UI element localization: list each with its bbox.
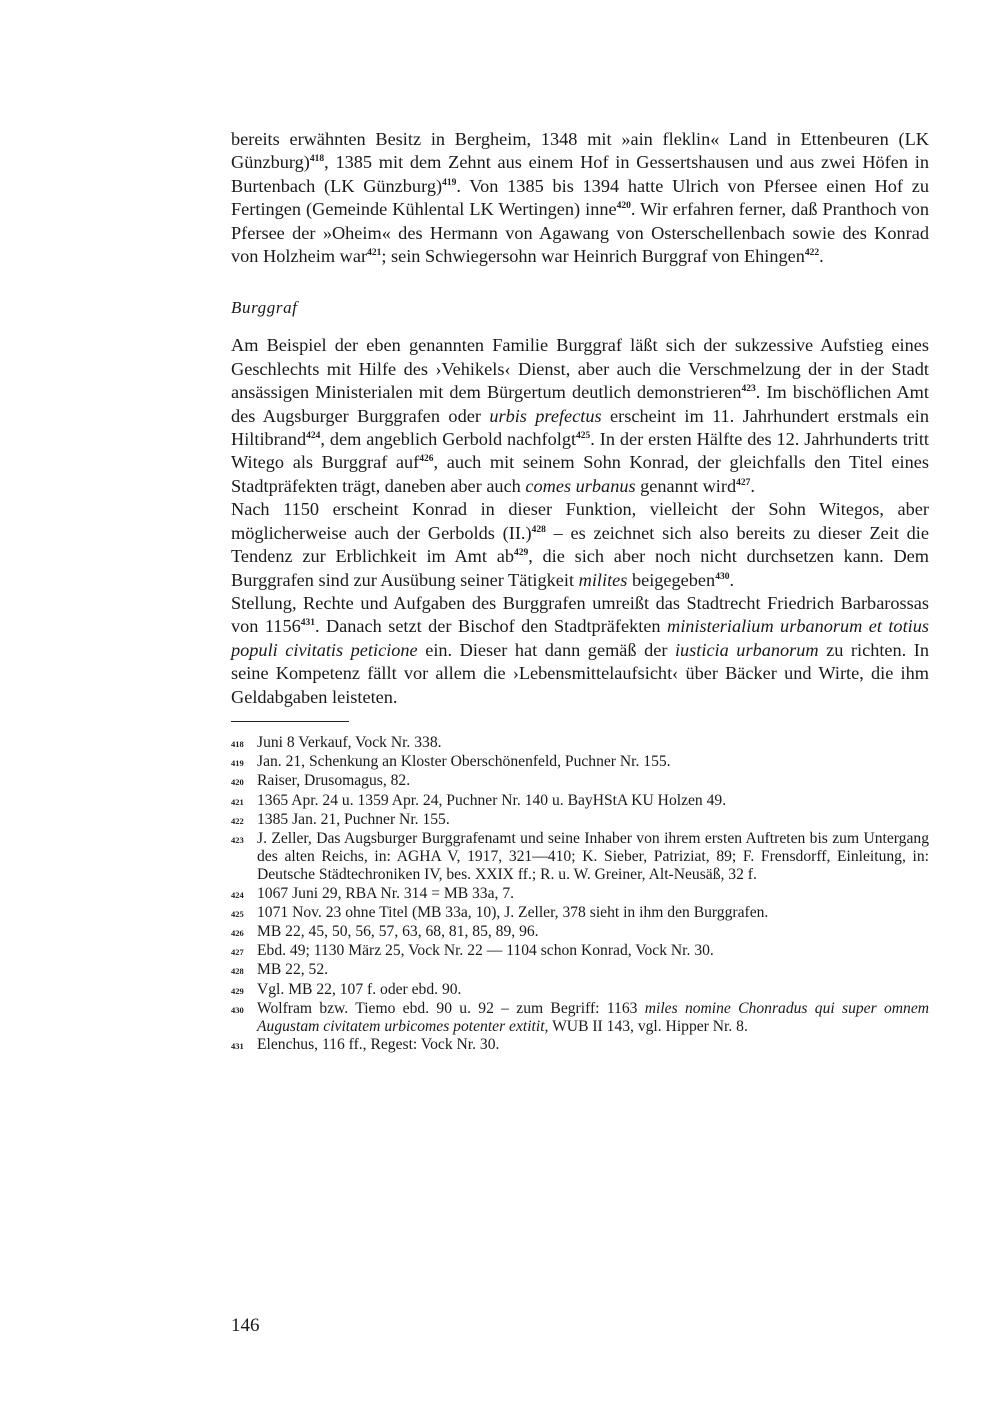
- footnote-ref[interactable]: 418: [309, 154, 325, 165]
- footnote-ref[interactable]: 423: [741, 384, 756, 395]
- footnote-ref[interactable]: 429: [513, 548, 529, 559]
- footnote-ref[interactable]: 425: [576, 431, 591, 442]
- body-paragraph: [231, 334, 929, 709]
- footnote-ref[interactable]: 430: [715, 571, 730, 582]
- footnote: 420 Raiser, Drusomagus, 82.: [231, 772, 411, 790]
- footnote: 422 1385 Jan. 21, Puchner Nr. 155.: [231, 810, 450, 828]
- footnote-ref[interactable]: 422: [804, 248, 820, 259]
- footnote-ref[interactable]: 431: [300, 618, 315, 629]
- page-content: [231, 128, 929, 1055]
- section-heading: Burggraf: [231, 298, 298, 318]
- footnote-ref[interactable]: 427: [736, 477, 751, 488]
- footnote: 430 Wolfram bzw. Tiemo ebd. 90 u. 92 – zum Begriff: 1163 miles nomine Chonradus qui super omnem Augustam civitatem urbicomes potenter extitit, WUB II 143, vgl. Hipper Nr. 8.: [231, 999, 929, 1035]
- footnote-ref[interactable]: 421: [367, 248, 382, 259]
- footnote-ref[interactable]: 419: [442, 177, 457, 188]
- footnote-divider: [231, 721, 349, 722]
- footnote: 427 Ebd. 49; 1130 März 25, Vock Nr. 22 — 1104 schon Konrad, Vock Nr. 30.: [231, 942, 714, 960]
- paragraph-2: Nach 1150 erscheint Konrad in dieser Funktion, vielleicht der Sohn Witegos, aber möglicherweise auch der Gerbolds $(II.)^{428}$ – es zeichnet sich also bereits zu dieser Zeit die Tendenz zur Erblichkeit im Amt $ab^{429}$, die sich aber noch nicht durchsetzen kann. Dem Burggrafen sind zur Ausübung seiner Tätigkeit milites beigegeben$^{430}$.: [231, 499, 929, 590]
- paragraph-3: Stellung, Rechte und Aufgaben des Burggrafen umreißt das Stadtrecht Friedrich Barbarossas von 1156$^{431}$. Danach setzt der Bischof den Stadtpräfekten ministerialium urbanorum et totius populi civitatis peticione ein. Dieser hat dann gemäß der iusticia urbanorum zu richten. In seine Kompetenz fällt vor allem die ›Lebensmittelaufsicht‹ über Bäcker und Wirte, die ihm Geldabgaben leisteten.: [231, 592, 929, 707]
- intro-paragraph: bereits erwähnten Besitz in Bergheim, 1348 mit »ain fleklin« Land in Ettenbeuren (LK Günzburg)$^{418}$, 1385 mit dem Zehnt aus einem Hof in Gessertshausen und aus zwei Höfen in Burtenbach (LK Günzburg)$^{419}$. Von 1385 bis 1394 hatte Ulrich von Pfersee einen Hof zu Fertingen (Gemeinde Kühlental LK Wertingen) inne$^{420}$. Wir erfahren ferner, daß Pranthoch von Pfersee der »Oheim« des Hermann von Agawang von Osterschellenbach sowie des Konrad von Holzheim war$^{421}$; sein Schwiegersohn war Heinrich Burggraf von Ehingen$^{422}$.: [231, 129, 930, 267]
- footnotes: [231, 734, 929, 1055]
- footnote: 431 Elenchus, 116 ff., Regest: Vock Nr. 30.: [231, 1036, 500, 1054]
- page-number: 146: [231, 1315, 260, 1336]
- footnote-ref[interactable]: 420: [616, 201, 631, 212]
- footnote: 424 1067 Juni 29, RBA Nr. 314 = MB 33a, 7.: [231, 884, 515, 902]
- footnote-ref[interactable]: 424: [306, 431, 321, 442]
- footnote: 423 J. Zeller, Das Augsburger Burggrafenamt und seine Inhaber von ihrem ersten Auftreten bis zum Untergang des alten Reichs, in: AGHA V, 1917, 321—410; K. Sieber, Patriziat, 89; F. Frensdorff, Einleitung, in: Deutsche Städtechroniken IV, bes. XXIX ff.; R. u. W. Greiner, Alt-Neusäß, 32 f.: [231, 829, 929, 884]
- footnote: 429 Vgl. MB 22, 107 f. oder ebd. 90.: [231, 980, 462, 998]
- footnote: 419 Jan. 21, Schenkung an Kloster Oberschönenfeld, Puchner Nr. 155.: [231, 753, 671, 771]
- paragraph-1: Am Beispiel der eben genannten Familie Burggraf läßt sich der sukzessive Aufstieg eines Geschlechts mit Hilfe des ›Vehikels‹ Dienst, aber auch die Verschmelzung der in der Stadt ansässigen Ministerialen mit dem Bürgertum deutlich demonstrieren$^{423}$. Im bischöflichen Amt des Augsburger Burggrafen oder urbis prefectus erscheint im 11. Jahrhundert erstmals ein Hiltibrand$^{424}$, dem angeblich Gerbold nachfolgt$^{425}$. In der ersten Hälfte des 12. Jahrhunderts tritt Witego als Burggraf auf$^{426}$, auch mit seinem Sohn Konrad, der gleichfalls den Titel eines Stadtpräfekten trägt, daneben aber auch comes urbanus genannt wird$^{427}$.: [231, 335, 929, 496]
- footnote: 428 MB 22, 52.: [231, 961, 329, 979]
- footnote-ref[interactable]: 426: [419, 454, 434, 465]
- footnote: 425 1071 Nov. 23 ohne Titel (MB 33a, 10), J. Zeller, 378 sieht in ihm den Burggrafen.: [231, 903, 769, 921]
- footnote-ref[interactable]: 428: [531, 524, 546, 535]
- footnote: 426 MB 22, 45, 50, 56, 57, 63, 68, 81, 85, 89, 96.: [231, 922, 539, 940]
- footnote: 421 1365 Apr. 24 u. 1359 Apr. 24, Puchner Nr. 140 u. BayHStA KU Holzen 49.: [231, 791, 727, 809]
- footnote: 418 Juni 8 Verkauf, Vock Nr. 338.: [231, 733, 442, 751]
